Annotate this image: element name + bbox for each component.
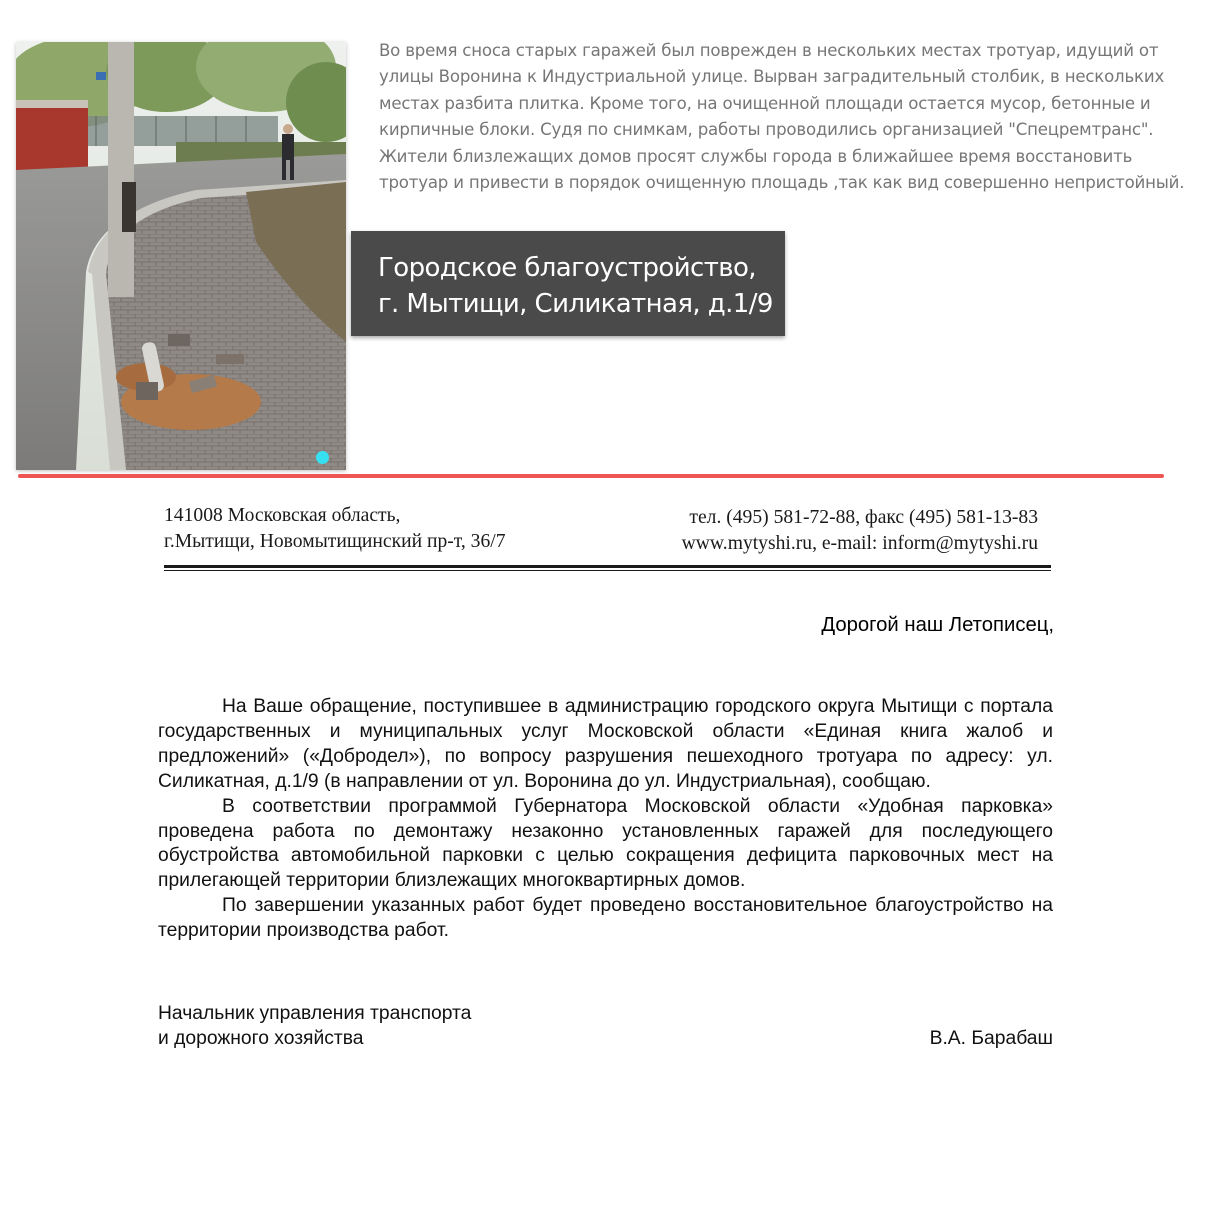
letter-greeting: Дорогой наш Летописец,: [821, 614, 1054, 636]
letterhead-rule-thin: [164, 570, 1051, 571]
letter-paragraph: В соответствии программой Губернатора Московской области «Удобная парковка» проведена работа по демонтажу незаконно установленных гаражей для последующего обустройства автомобильной парковки с целью сокращения дефицита парковочных мест на прилегающей территории близлежащих многоквартирных домов.: [158, 795, 1053, 892]
street-photo-illustration: [16, 42, 346, 470]
location-caption: [351, 231, 785, 336]
signatory-title-line-1: Начальник управления транспорта: [158, 1003, 472, 1024]
caption-line-1: Городское благоустройство,: [378, 253, 756, 283]
letterhead: [164, 503, 1038, 563]
letterhead-rule-thick: [164, 565, 1051, 568]
street-photo[interactable]: [16, 42, 346, 470]
contact-line-1: тел. (495) 581-72-88, факс (495) 581-13-83: [689, 507, 1038, 528]
signatory-name: В.А. Барабаш: [929, 1028, 1053, 1049]
address-line-2: г.Мытищи, Новомытищинский пр-т, 36/7: [164, 531, 506, 552]
letterhead-address: [164, 503, 506, 555]
section-divider: [18, 474, 1164, 478]
signatory-title-line-2: и дорожного хозяйства: [158, 1028, 364, 1049]
caption-line-2: г. Мытищи, Силикатная, д.1/9: [378, 289, 773, 319]
letterhead-contacts: [682, 505, 1038, 557]
letter-paragraph: По завершении указанных работ будет проведено восстановительное благоустройство на территории производства работ.: [158, 895, 1053, 942]
letter-paragraph: На Ваше обращение, поступившее в администрацию городского округа Мытищи с портала государственных и муниципальных услуг Московской области «Единая книга жалоб и предложений» («Добродел»), по вопросу разрушения пешеходного тротуара по адресу: ул. Силикатная, д.1/9 (в направлении от ул. Воронина до ул. Индустриальная), сообщаю.: [158, 696, 1053, 792]
slider-dot-active[interactable]: [316, 451, 329, 464]
contact-line-2: www.mytyshi.ru, e-mail: inform@mytyshi.ru: [681, 533, 1038, 554]
letter-body: [158, 695, 1053, 944]
address-line-1: 141008 Московская область,: [164, 505, 401, 526]
complaint-text: Во время сноса старых гаражей был поврежден в нескольких местах тротуар, идущий от улицы Воронина к Индустриальной улице. Вырван заградительный столбик, в нескольких местах разбита плитка. Кроме того, на очищенной площади остается мусор, бетонные и кирпичные блоки. Судя по снимкам, работы проводились организацией "Спецремтранс". Жители близлежащих домов просят службы города в ближайшее время восстановить тротуар и привести в порядок очищенную площадь ,так как вид совершенно непристойный.: [379, 41, 1185, 193]
signatory-title: [158, 1001, 471, 1051]
